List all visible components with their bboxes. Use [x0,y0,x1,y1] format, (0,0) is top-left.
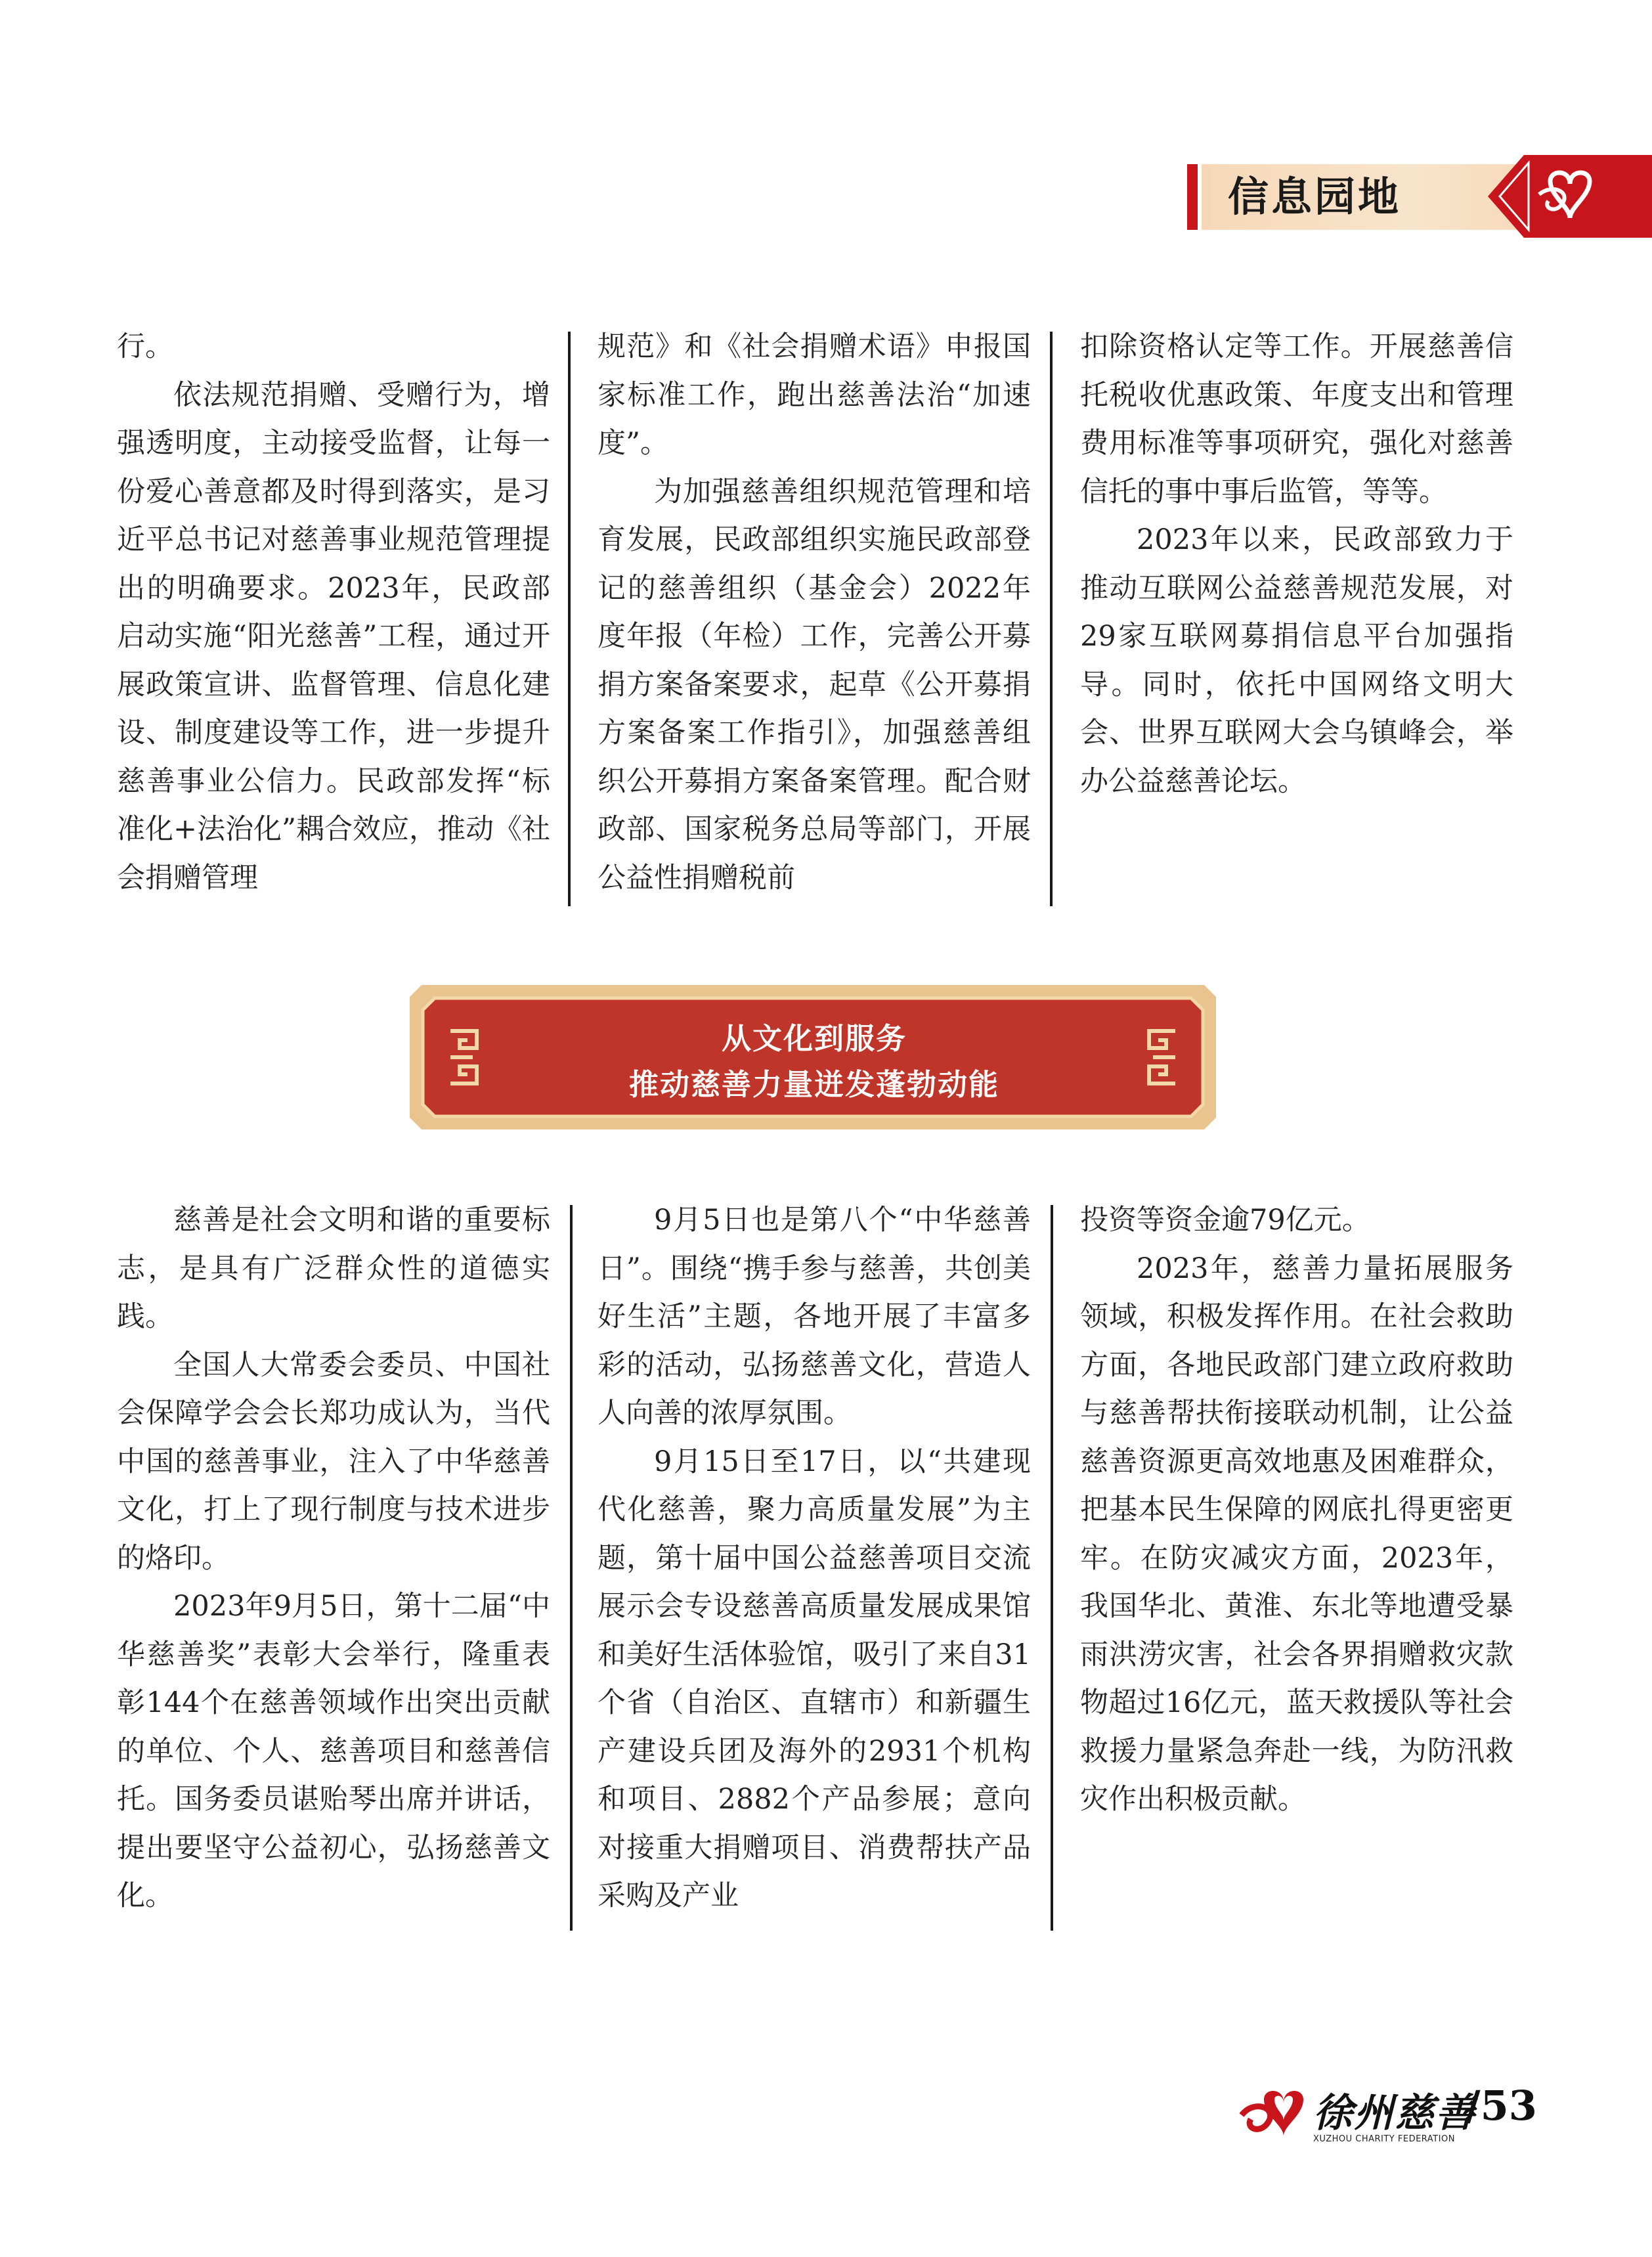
magazine-name-english: XUZHOU CHARITY FEDERATION [1313,2134,1455,2144]
page-number: /53 [1466,2082,1537,2130]
paragraph: 依法规范捐赠、受赠行为，增强透明度，主动接受监督，让每一份爱心善意都及时得到落实，是习近平总书记对慈善事业规范管理提出的明确要求。2023年，民政部启动实施“阳光慈善”工程，通过开展政策宣讲、监督管理、信息化建设、制度建设等工作，进一步提升慈善事业公信力。民政部发挥“标准化+法治化”耦合效应，推动《社会捐赠管理 [117,378,550,894]
paragraph: 全国人大常委会委员、中国社会保障学会会长郑功成认为，当代中国的慈善事业，注入了中华慈善文化，打上了现行制度与技术进步的烙印。 [117,1348,550,1575]
top-column-3 [1080,323,1513,914]
charity-heart-emblem-icon [1462,155,1652,238]
column-divider [1050,332,1053,906]
banner-title-line-1: 从文化到服务 [721,1021,907,1056]
bottom-column-3 [1080,1196,1513,1939]
column-divider [570,1205,573,1931]
paragraph: 2023年以来，民政部致力于推动互联网公益慈善规范发展，对29家互联网募捐信息平台加强指导。同时，依托中国网络文明大会、世界互联网大会乌镇峰会，举办公益慈善论坛。 [1080,523,1513,798]
magazine-logo-icon [1238,2085,1310,2137]
paragraph: 规范》和《社会捐赠术语》申报国家标准工作，跑出慈善法治“加速度”。 [598,330,1031,460]
banner-title-line-2: 推动慈善力量迸发蓬勃动能 [628,1067,999,1102]
paragraph: 行。 [117,330,173,363]
magazine-name: 徐州慈善 [1313,2090,1476,2136]
top-column-2 [598,323,1031,914]
subheading-banner [410,985,1216,1129]
paragraph: 9月5日也是第八个“中华慈善日”。围绕“携手参与慈善，共创美好生活”主题，各地开展了丰富多彩的活动，弘扬慈善文化，营造人人向善的浓厚氛围。 [598,1204,1031,1430]
paragraph: 为加强慈善组织规范管理和培育发展，民政部组织实施民政部登记的慈善组织（基金会）2022年度年报（年检）工作，完善公开募捐方案备案要求，起草《公开募捐方案备案工作指引》，加强慈善组织公开募捐方案备案管理。配合财政部、国家税务总局等部门，开展公益性捐赠税前 [598,475,1031,894]
top-column-1 [117,323,550,914]
paragraph: 2023年9月5日，第十二届“中华慈善奖”表彰大会举行，隆重表彰144个在慈善领域作出突出贡献的单位、个人、慈善项目和慈善信托。国务委员谌贻琴出席并讲话，提出要坚守公益初心，弘扬慈善文化。 [117,1590,550,1912]
column-divider [1051,1205,1053,1931]
section-title: 信息园地 [1228,173,1402,221]
paragraph: 慈善是社会文明和谐的重要标志，是具有广泛群众性的道德实践。 [117,1204,550,1333]
paragraph: 投资等资金逾79亿元。 [1080,1204,1370,1237]
paragraph: 扣除资格认定等工作。开展慈善信托税收优惠政策、年度支出和管理费用标准等事项研究，强化对慈善信托的事中事后监管，等等。 [1080,330,1513,508]
section-tag-accent-bar [1187,164,1198,230]
paragraph: 9月15日至17日，以“共建现代化慈善，聚力高质量发展”为主题，第十届中国公益慈善项目交流展示会专设慈善高质量发展成果馆和美好生活体验馆，吸引了来自31个省（自治区、直辖市）和新疆生产建设兵团及海外的2931个机构和项目、2882个产品参展；意向对接重大捐赠项目、消费帮扶产品采购及产业 [598,1445,1031,1912]
column-divider [568,332,571,906]
bottom-column-2 [598,1196,1031,1939]
bottom-column-1 [117,1196,550,1939]
paragraph: 2023年，慈善力量拓展服务领域，积极发挥作用。在社会救助方面，各地民政部门建立政府救助与慈善帮扶衔接联动机制，让公益慈善资源更高效地惠及困难群众，把基本民生保障的网底扎得更密更牢。在防灾减灾方面，2023年，我国华北、黄淮、东北等地遭受暴雨洪涝灾害，社会各界捐赠救灾款物超过16亿元，蓝天救援队等社会救援力量紧急奔赴一线，为防汛救灾作出积极贡献。 [1080,1252,1513,1816]
